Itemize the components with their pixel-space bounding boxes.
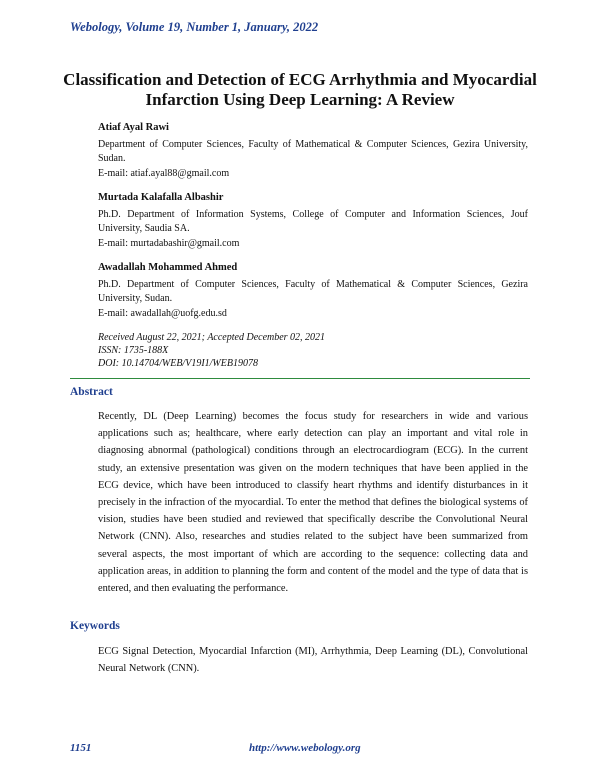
author-affiliation: Department of Computer Sciences, Faculty of Mathematical & Computer Sciences, Gezira University, Sudan.: [98, 139, 528, 165]
section-divider: [70, 378, 530, 379]
journal-header: Webology, Volume 19, Number 1, January, 2022: [70, 20, 319, 34]
keywords-heading: Keywords: [70, 620, 120, 632]
page-number: 1151: [70, 742, 92, 754]
author-name: Awadallah Mohammed Ahmed: [98, 262, 238, 273]
author-email: E-mail: murtadabashir@gmail.com: [98, 237, 240, 249]
abstract-heading: Abstract: [70, 386, 113, 398]
paper-title-line-2: Infarction Using Deep Learning: A Review: [145, 90, 455, 109]
doi: DOI: 10.14704/WEB/V19I1/WEB19078: [98, 358, 258, 369]
abstract-text: Recently, DL (Deep Learning) becomes the focus study for researchers in wide and various applications such as; healthcare, where early detection can play an important and vital role in diagnosing abnormal (pathological) conditions through an electrocardiogram (ECG). In the current study, an extensive presentation was given on the modern techniques that have been applied in the ECG device, which have been introduced to classify heart rhythms and identify disturbances in it precisely in the infraction of the myocardial. To enter the method that defines the biological systems of vision, studies have been studied and reviewed that specifically describe the Convolutional Neural Network (CNN). Also, researches and studies related to the subject have been summarized from several aspects, the most important of which are according to the sequence: collecting data and application areas, in addition to planning the form and content of the model and the type of data that is entered, and then evaluating the performance.: [98, 411, 528, 595]
author-name: Murtada Kalafalla Albashir: [98, 192, 224, 203]
paper-title-line-1: Classification and Detection of ECG Arrhythmia and Myocardial: [63, 70, 537, 89]
author-name: Atiaf Ayal Rawi: [98, 122, 169, 133]
journal-url-link[interactable]: http://www.webology.org: [249, 742, 361, 754]
paper-title: [40, 70, 560, 110]
received-accepted-dates: Received August 22, 2021; Accepted December 02, 2021: [98, 332, 326, 343]
author-block-1: [98, 121, 528, 181]
author-block-2: [98, 191, 528, 251]
author-email: E-mail: atiaf.ayal88@gmail.com: [98, 167, 230, 179]
author-block-3: [98, 261, 528, 321]
author-affiliation: Ph.D. Department of Computer Sciences, Faculty of Mathematical & Computer Sciences, Gezira University, Sudan.: [98, 279, 528, 305]
keywords-text: ECG Signal Detection, Myocardial Infarction (MI), Arrhythmia, Deep Learning (DL), Convolutional Neural Network (CNN).: [98, 646, 528, 675]
issn: ISSN: 1735-188X: [98, 345, 169, 356]
author-affiliation: Ph.D. Department of Information Systems, College of Computer and Information Sciences, Jouf University, Saudia SA.: [98, 209, 528, 235]
author-email: E-mail: awadallah@uofg.edu.sd: [98, 307, 227, 319]
publication-info: [98, 331, 528, 370]
